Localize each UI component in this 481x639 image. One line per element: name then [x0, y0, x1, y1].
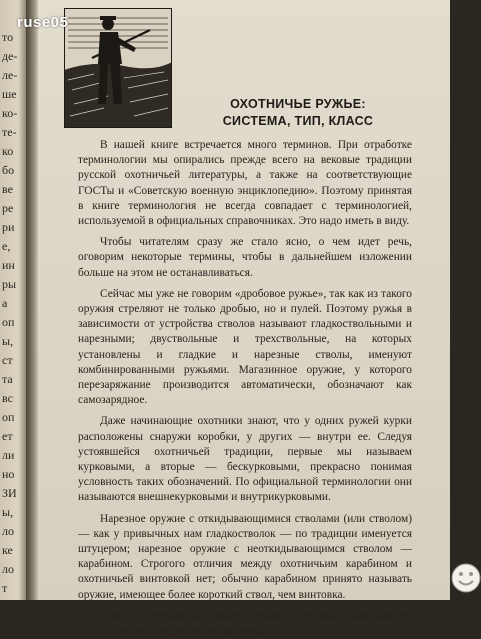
- facing-page-fragment: ке: [2, 543, 13, 557]
- facing-page-fragment: де-: [2, 49, 18, 63]
- facing-page-fragment: те-: [2, 125, 17, 139]
- facing-page-fragment: вс: [2, 391, 13, 405]
- paragraph: Даже начинающие охотники знают, что у одних ружей курки расположены снаружи коробки, у других — внутри ее. Следуя устоявшейся охотничьей традиции, первые мы называем курковыми, а вторые — бескурковыми, прекрасно понимая условность таких обозначений. По официальной терминологии они называются внешнекурковыми и внутрикурковыми.: [78, 415, 412, 504]
- watermark-text: ruse05: [17, 14, 69, 31]
- facing-page-fragment: ле-: [2, 68, 18, 82]
- facing-page-fragment: ЗИ: [2, 486, 17, 500]
- facing-page-fragment: та: [2, 372, 13, 386]
- facing-page-fragment: оп: [2, 315, 15, 329]
- facing-page-fragment: ет: [2, 429, 13, 443]
- facing-page-fragment: ы,: [2, 505, 14, 519]
- facing-page-fragment: ре: [2, 201, 14, 215]
- facing-page-fragment: ло: [2, 524, 14, 538]
- facing-page-fragment: ше: [2, 87, 17, 101]
- paragraph: Чтобы читателям сразу же стало ясно, о чем идет речь, оговорим некоторые термины, чтобы в дальнейшем изложении больше на этом не останавливаться.: [78, 236, 412, 279]
- heading-line-1: ОХОТНИЧЬЕ РУЖЬЕ:: [230, 97, 366, 111]
- facing-page-fragment: ры: [2, 277, 17, 291]
- paragraph: Говоря о делении охотничьего оружия на группы в зависимости от его калибра, гладкоствольные ружья: [78, 609, 412, 638]
- facing-page-fragment: бо: [2, 163, 15, 177]
- facing-page-fragment: е,: [2, 239, 11, 253]
- hunter-illustration: [64, 8, 172, 128]
- facing-page-fragment: ы,: [2, 334, 14, 348]
- paragraph: Нарезное оружие с откидывающимися стволами (или стволом) — как у привычных нам гладкостволок — по традиции именуется штуцером; нарезное оружие с неоткидывающимся стволом — карабином. Строгого отличия между охотничьим карабином и охотничьей винтовкой нет; обычно карабином принято называть оружие, имеющее более короткий ствол, чем винтовка.: [78, 512, 412, 601]
- watermark-logo-icon: [451, 563, 481, 593]
- facing-page-fragment: то: [2, 30, 14, 44]
- facing-page-fragment: но: [2, 467, 15, 481]
- facing-page-fragment: ст: [2, 353, 13, 367]
- facing-page-fragment: ли: [2, 448, 15, 462]
- chapter-heading: [188, 96, 408, 130]
- book-gutter: [26, 0, 38, 600]
- facing-page-fragment: ин: [2, 258, 15, 272]
- facing-page-fragment: ло: [2, 562, 14, 576]
- paragraph: В нашей книге встречается много терминов. При отработке терминологии мы опирались прежде всего на вековые традиции русской охотничьей литературы, а также на соответствующие ГОСТы и «Советскую военную энциклопедию». Поэтому принятая в книге терминология не всегда совпадает с терминологией, используемой в официальных справочниках. Это надо иметь в виду.: [78, 139, 412, 228]
- book-page: [38, 0, 450, 638]
- heading-line-2: СИСТЕМА, ТИП, КЛАСС: [222, 114, 374, 128]
- facing-page-edge: [0, 0, 26, 600]
- facing-page-fragment: ко-: [2, 106, 18, 120]
- facing-page-fragment: ве: [2, 182, 13, 196]
- facing-page-fragment: оп: [2, 410, 15, 424]
- body-text: [78, 138, 412, 639]
- facing-page-fragment: т: [2, 581, 8, 595]
- facing-page-fragment: ри: [2, 220, 15, 234]
- facing-page-fragment: ко: [2, 144, 14, 158]
- facing-page-fragment: а: [2, 296, 8, 310]
- paragraph: Сейчас мы уже не говорим «дробовое ружье», так как из такого оружия стреляют не только дробью, но и пулей. Поэтому ружья в зависимости от устройства стволов называют гладкоствольными и нарезными; двуствольные и трехствольные, на которых установлены и гладкие и нарезные стволы, именуют комбинированными ружьями. Магазинное оружие, у которого перезаряжание производится автоматически, обозначают как самозарядное.: [78, 287, 412, 407]
